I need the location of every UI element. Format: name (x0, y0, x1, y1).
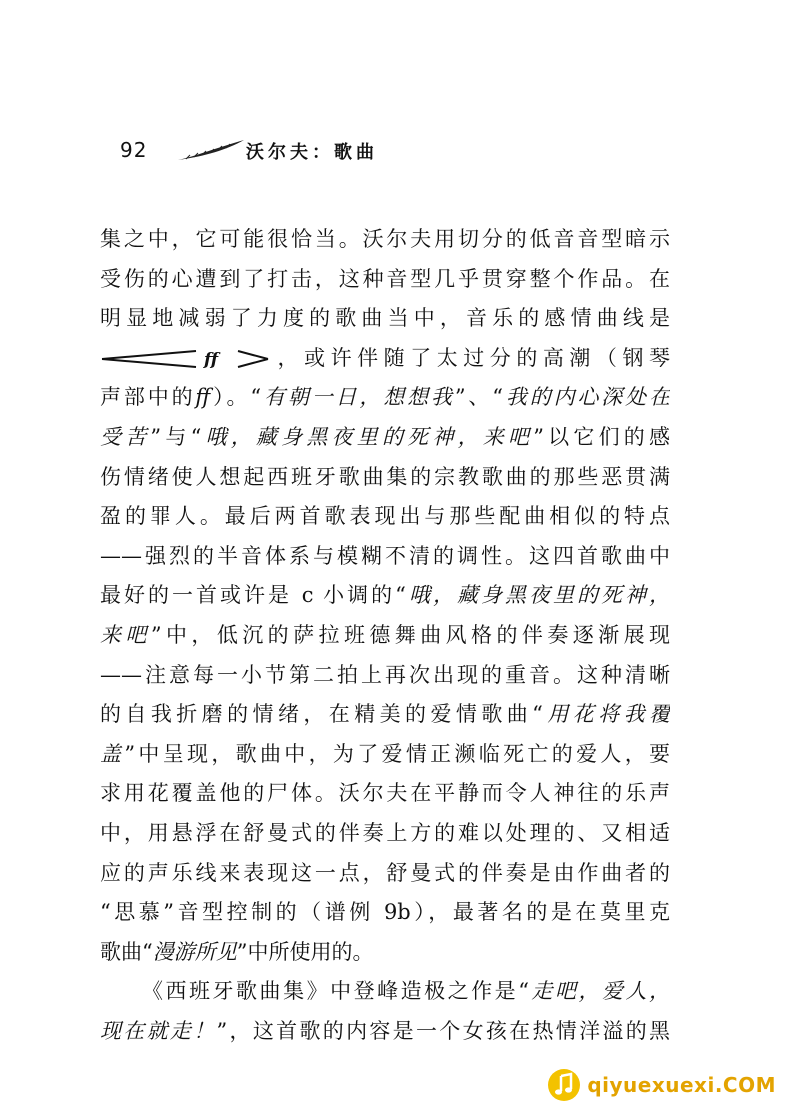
text-line (100, 418, 670, 458)
text-segment: ”中呈现，歌曲中，为了爱情正濒临死亡的爱人，要 (124, 741, 670, 766)
song-title: 哦，藏身黑夜里的死神，来吧 (201, 424, 534, 449)
text-segment: 歌曲“ (100, 939, 153, 964)
text-segment: ”与“ (150, 424, 202, 449)
text-line: 明显地减弱了力度的歌曲当中，音乐的感情曲线是 (100, 306, 670, 331)
text-segment: 最好的一首或许是 c 小调的“ (100, 583, 406, 608)
text-line (100, 378, 670, 418)
text-line (100, 339, 670, 379)
text-line (100, 616, 670, 656)
text-line: ——注意每一小节第二拍上再次出现的重音。这种清晰 (100, 662, 670, 687)
text-line: 伤情绪使人想起西班牙歌曲集的宗教歌曲的那些恶贯满 (100, 464, 670, 489)
body-text (100, 220, 670, 1051)
song-title: 走吧，爱人， (528, 979, 670, 1004)
crescendo-decrescendo-hairpin-icon (100, 348, 272, 370)
text-segment: 声部中的 (100, 385, 196, 410)
song-title: 现在就走！ (100, 1018, 217, 1043)
text-line: 盈的罪人。最后两首歌表现出与那些配曲相似的特点 (100, 504, 670, 529)
text-line: 应的声乐线来表现这一点，舒曼式的伴奏是由作曲者的 (100, 860, 670, 885)
song-title: 漫游所见 (152, 939, 237, 964)
text-line: “思慕”音型控制的（谱例 9b），最著名的是在莫里克 (100, 900, 670, 925)
text-line: 集之中，它可能很恰当。沃尔夫用切分的低音音型暗示 (100, 227, 670, 251)
song-title: 我的内心深处在 (503, 385, 670, 410)
quill-ornament-icon (176, 138, 246, 164)
song-title: 受苦 (100, 424, 151, 449)
running-title: 沃尔夫：歌曲 (246, 142, 378, 163)
dynamic-marking-inline: ff (195, 385, 211, 410)
text-line: 受伤的心遭到了打击，这种音型几乎贯穿整个作品。在 (100, 266, 670, 291)
site-watermark (547, 1068, 776, 1102)
text-segment: 《西班牙歌曲集》中登峰造极之作是“ (142, 979, 529, 1004)
music-note-logo-icon (547, 1068, 581, 1102)
song-title: 盖 (100, 741, 125, 766)
text-segment: ”以它们的感 (533, 424, 670, 449)
watermark-text: qiyuexuexi.COM (587, 1073, 776, 1097)
text-line (100, 735, 670, 775)
text-segment: ”、“ (454, 385, 504, 410)
text-line (100, 576, 670, 616)
text-line (100, 972, 670, 1012)
song-title: 有朝一日，想想我 (261, 385, 455, 410)
text-line: 求用花覆盖他的尸体。沃尔夫在平静而令人神往的乐声 (100, 781, 670, 806)
song-title: 哦，藏身黑夜里的死神， (405, 583, 670, 608)
text-line: ——强烈的半音体系与模糊不清的调性。这四首歌曲中 (100, 543, 670, 568)
text-line (100, 695, 670, 735)
running-header (120, 136, 680, 170)
text-segment: ”，这首歌的内容是一个女孩在热情洋溢的黑 (216, 1018, 670, 1043)
text-segment: ”中，低沉的萨拉班德舞曲风格的伴奏逐渐展现 (150, 622, 670, 647)
song-title: 来吧 (100, 622, 151, 647)
text-line: 中，用悬浮在舒曼式的伴奏上方的难以处理的、又相适 (100, 820, 670, 845)
page-number: 92 (120, 138, 148, 162)
text-line (100, 933, 670, 973)
text-segment: ）。“ (210, 385, 262, 410)
text-line (100, 1012, 670, 1052)
text-segment: ”中所使用的。 (236, 939, 374, 964)
dynamic-marking: ff (204, 350, 219, 371)
text-segment: ，或许伴随了太过分的高潮（钢琴 (272, 345, 670, 370)
text-segment: 的自我折磨的情绪，在精美的爱情歌曲“ (100, 702, 543, 727)
song-title: 用花将我覆 (542, 702, 670, 727)
